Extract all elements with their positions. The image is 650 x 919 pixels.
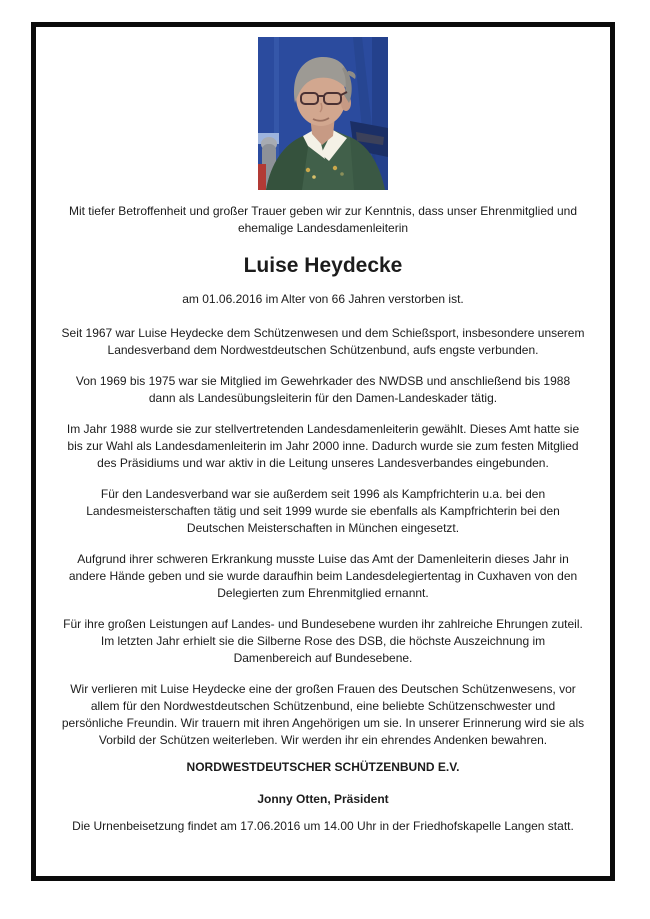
- obituary-border-frame: [31, 22, 615, 881]
- signature-line: Jonny Otten, Präsident: [257, 792, 389, 806]
- paragraph-abschied: Wir verlieren mit Luise Heydecke eine der großen Frauen des Deutschen Schützenwesens, vor allem für den Nordwestdeutschen Schützenbund, eine beliebte Schützenschwester und persönliche Freundin. Wir trauern mit ihren Angehörigen um sie. In unserer Erinnerung wird sie als Vorbild der Schützen weiterleben. Wir werden ihr ein ehrendes Andenken bewahren.: [61, 682, 585, 747]
- paragraph-landesdamenleiterin: Im Jahr 1988 wurde sie zur stellvertretenden Landesdamenleiterin gewählt. Dieses Amt hatte sie bis zur Wahl als Landesdamenleiterin im Jahr 2000 inne. Dadurch wurde sie zum festen Mitglied des Präsidiums und war aktiv in die Leitung unseres Landesverbandes eingebunden.: [66, 422, 580, 470]
- paragraph-ehrungen: Für ihre großen Leistungen auf Landes- und Bundesebene wurden ihr zahlreiche Ehrungen zuteil. Im letzten Jahr erhielt sie die Silberne Rose des DSB, die höchste Auszeichnung im Damenbereich auf Bundesebene.: [63, 617, 583, 665]
- paragraph-career-start: Seit 1967 war Luise Heydecke dem Schützenwesen und dem Schießsport, insbesondere unserem Landesverband dem Nordwestdeutschen Schützenbund, aufs engste verbunden.: [61, 326, 585, 357]
- paragraph-gewehrkader: Von 1969 bis 1975 war sie Mitglied im Gewehrkader des NWDSB und anschließend bis 1988 dann als Landesübungsleiterin für den Damen-Landeskader tätig.: [75, 374, 571, 405]
- paragraph-kampfrichterin: Für den Landesverband war sie außerdem seit 1996 als Kampfrichterin u.a. bei den Landesmeisterschaften tätig und seit 1999 wurde sie ebenfalls als Kampfrichterin bei den Deutschen Meisterschaften in München eingesetzt.: [86, 487, 560, 535]
- paragraph-erkrankung: Aufgrund ihrer schweren Erkrankung musste Luise das Amt der Damenleiterin dieses Jahr in andere Hände geben und sie wurde daraufhin beim Landesdelegiertentag in Cuxhaven von den Delegierten zum Ehrenmitglied ernannt.: [68, 552, 578, 600]
- organization-name: NORDWESTDEUTSCHER SCHÜTZENBUND E.V.: [186, 760, 460, 774]
- death-date-line: am 01.06.2016 im Alter von 66 Jahren verstorben ist.: [182, 292, 464, 306]
- funeral-info: Die Urnenbeisetzung findet am 17.06.2016 um 14.00 Uhr in der Friedhofskapelle Langen statt.: [72, 819, 574, 833]
- portrait-photo-image: [258, 37, 388, 190]
- deceased-name: Luise Heydecke: [243, 254, 403, 277]
- portrait-photo: [258, 37, 388, 190]
- intro-text: Mit tiefer Betroffenheit und großer Trauer geben wir zur Kenntnis, dass unser Ehrenmitglied und ehemalige Landesdamenleiterin: [68, 204, 578, 235]
